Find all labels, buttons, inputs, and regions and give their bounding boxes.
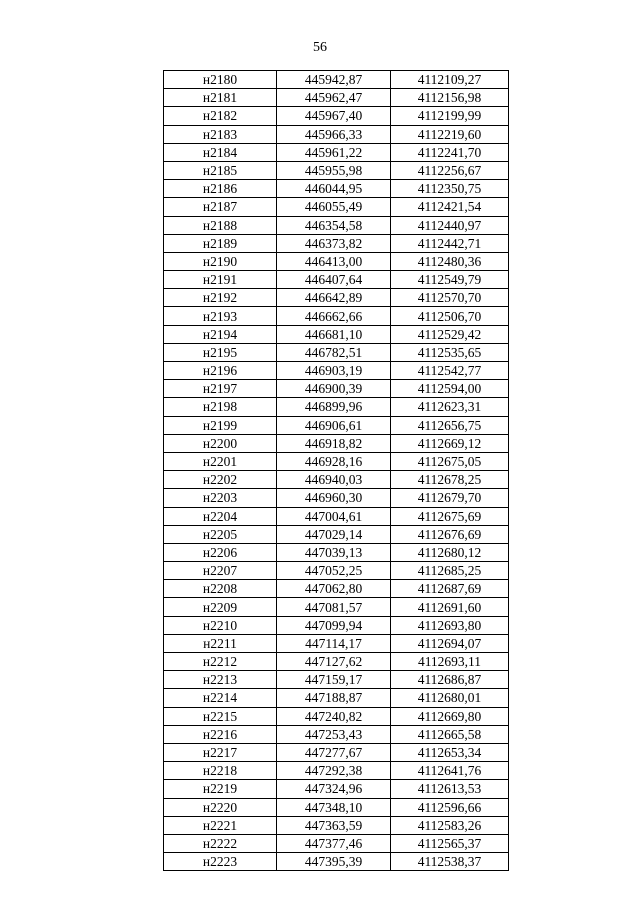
point-id-cell: н2187 — [164, 198, 277, 216]
point-id-cell: н2193 — [164, 307, 277, 325]
y-coordinate-cell: 4112156,98 — [391, 89, 509, 107]
y-coordinate-cell: 4112529,42 — [391, 325, 509, 343]
x-coordinate-cell: 447062,80 — [277, 580, 391, 598]
table-row — [164, 798, 509, 816]
point-id-cell: н2210 — [164, 616, 277, 634]
y-coordinate-cell: 4112256,67 — [391, 161, 509, 179]
y-coordinate-cell: 4112676,69 — [391, 525, 509, 543]
table-row — [164, 834, 509, 852]
x-coordinate-cell: 447099,94 — [277, 616, 391, 634]
y-coordinate-cell: 4112440,97 — [391, 216, 509, 234]
point-id-cell: н2222 — [164, 834, 277, 852]
table-row — [164, 816, 509, 834]
y-coordinate-cell: 4112665,58 — [391, 725, 509, 743]
table-row — [164, 216, 509, 234]
x-coordinate-cell: 447039,13 — [277, 543, 391, 561]
y-coordinate-cell: 4112241,70 — [391, 143, 509, 161]
y-coordinate-cell: 4112653,34 — [391, 743, 509, 761]
y-coordinate-cell: 4112686,87 — [391, 671, 509, 689]
table-row — [164, 634, 509, 652]
y-coordinate-cell: 4112570,70 — [391, 289, 509, 307]
point-id-cell: н2189 — [164, 234, 277, 252]
x-coordinate-cell: 446960,30 — [277, 489, 391, 507]
x-coordinate-cell: 447188,87 — [277, 689, 391, 707]
x-coordinate-cell: 446681,10 — [277, 325, 391, 343]
x-coordinate-cell: 446782,51 — [277, 343, 391, 361]
point-id-cell: н2215 — [164, 707, 277, 725]
y-coordinate-cell: 4112480,36 — [391, 252, 509, 270]
point-id-cell: н2202 — [164, 471, 277, 489]
y-coordinate-cell: 4112542,77 — [391, 362, 509, 380]
table-row — [164, 671, 509, 689]
table-row — [164, 507, 509, 525]
x-coordinate-cell: 446407,64 — [277, 271, 391, 289]
y-coordinate-cell: 4112421,54 — [391, 198, 509, 216]
table-row — [164, 580, 509, 598]
x-coordinate-cell: 447324,96 — [277, 780, 391, 798]
point-id-cell: н2206 — [164, 543, 277, 561]
coordinates-table — [163, 70, 509, 871]
x-coordinate-cell: 447292,38 — [277, 762, 391, 780]
point-id-cell: н2199 — [164, 416, 277, 434]
point-id-cell: н2198 — [164, 398, 277, 416]
y-coordinate-cell: 4112656,75 — [391, 416, 509, 434]
x-coordinate-cell: 447004,61 — [277, 507, 391, 525]
y-coordinate-cell: 4112623,31 — [391, 398, 509, 416]
y-coordinate-cell: 4112219,60 — [391, 125, 509, 143]
point-id-cell: н2221 — [164, 816, 277, 834]
y-coordinate-cell: 4112693,11 — [391, 653, 509, 671]
point-id-cell: н2209 — [164, 598, 277, 616]
point-id-cell: н2212 — [164, 653, 277, 671]
point-id-cell: н2180 — [164, 71, 277, 89]
y-coordinate-cell: 4112506,70 — [391, 307, 509, 325]
x-coordinate-cell: 446899,96 — [277, 398, 391, 416]
table-row — [164, 325, 509, 343]
point-id-cell: н2196 — [164, 362, 277, 380]
x-coordinate-cell: 447377,46 — [277, 834, 391, 852]
table-row — [164, 89, 509, 107]
y-coordinate-cell: 4112613,53 — [391, 780, 509, 798]
x-coordinate-cell: 445942,87 — [277, 71, 391, 89]
table-row — [164, 707, 509, 725]
point-id-cell: н2186 — [164, 180, 277, 198]
x-coordinate-cell: 446055,49 — [277, 198, 391, 216]
point-id-cell: н2217 — [164, 743, 277, 761]
y-coordinate-cell: 4112687,69 — [391, 580, 509, 598]
y-coordinate-cell: 4112109,27 — [391, 71, 509, 89]
x-coordinate-cell: 445955,98 — [277, 161, 391, 179]
x-coordinate-cell: 447029,14 — [277, 525, 391, 543]
x-coordinate-cell: 446354,58 — [277, 216, 391, 234]
x-coordinate-cell: 446044,95 — [277, 180, 391, 198]
point-id-cell: н2207 — [164, 562, 277, 580]
table-row — [164, 725, 509, 743]
point-id-cell: н2220 — [164, 798, 277, 816]
table-row — [164, 416, 509, 434]
point-id-cell: н2194 — [164, 325, 277, 343]
table-row — [164, 271, 509, 289]
point-id-cell: н2203 — [164, 489, 277, 507]
table-row — [164, 434, 509, 452]
point-id-cell: н2201 — [164, 452, 277, 470]
point-id-cell: н2213 — [164, 671, 277, 689]
x-coordinate-cell: 447052,25 — [277, 562, 391, 580]
table-row — [164, 362, 509, 380]
y-coordinate-cell: 4112538,37 — [391, 853, 509, 871]
point-id-cell: н2219 — [164, 780, 277, 798]
point-id-cell: н2185 — [164, 161, 277, 179]
x-coordinate-cell: 447363,59 — [277, 816, 391, 834]
x-coordinate-cell: 447277,67 — [277, 743, 391, 761]
y-coordinate-cell: 4112641,76 — [391, 762, 509, 780]
x-coordinate-cell: 446642,89 — [277, 289, 391, 307]
y-coordinate-cell: 4112199,99 — [391, 107, 509, 125]
y-coordinate-cell: 4112693,80 — [391, 616, 509, 634]
table-row — [164, 471, 509, 489]
point-id-cell: н2205 — [164, 525, 277, 543]
table-row — [164, 161, 509, 179]
y-coordinate-cell: 4112596,66 — [391, 798, 509, 816]
table-row — [164, 289, 509, 307]
point-id-cell: н2214 — [164, 689, 277, 707]
y-coordinate-cell: 4112675,05 — [391, 452, 509, 470]
table-row — [164, 762, 509, 780]
x-coordinate-cell: 447253,43 — [277, 725, 391, 743]
table-row — [164, 543, 509, 561]
x-coordinate-cell: 447081,57 — [277, 598, 391, 616]
point-id-cell: н2191 — [164, 271, 277, 289]
point-id-cell: н2211 — [164, 634, 277, 652]
table-row — [164, 525, 509, 543]
y-coordinate-cell: 4112583,26 — [391, 816, 509, 834]
point-id-cell: н2204 — [164, 507, 277, 525]
x-coordinate-cell: 447127,62 — [277, 653, 391, 671]
x-coordinate-cell: 445962,47 — [277, 89, 391, 107]
point-id-cell: н2218 — [164, 762, 277, 780]
y-coordinate-cell: 4112691,60 — [391, 598, 509, 616]
point-id-cell: н2181 — [164, 89, 277, 107]
table-row — [164, 598, 509, 616]
x-coordinate-cell: 447240,82 — [277, 707, 391, 725]
table-row — [164, 489, 509, 507]
point-id-cell: н2223 — [164, 853, 277, 871]
table-row — [164, 198, 509, 216]
y-coordinate-cell: 4112678,25 — [391, 471, 509, 489]
table-row — [164, 143, 509, 161]
point-id-cell: н2183 — [164, 125, 277, 143]
coordinates-table-body — [164, 71, 509, 871]
table-row — [164, 689, 509, 707]
page-number: 56 — [313, 40, 327, 55]
x-coordinate-cell: 446903,19 — [277, 362, 391, 380]
point-id-cell: н2195 — [164, 343, 277, 361]
x-coordinate-cell: 446928,16 — [277, 452, 391, 470]
point-id-cell: н2200 — [164, 434, 277, 452]
x-coordinate-cell: 446900,39 — [277, 380, 391, 398]
y-coordinate-cell: 4112565,37 — [391, 834, 509, 852]
table-row — [164, 452, 509, 470]
y-coordinate-cell: 4112594,00 — [391, 380, 509, 398]
point-id-cell: н2208 — [164, 580, 277, 598]
table-row — [164, 780, 509, 798]
point-id-cell: н2184 — [164, 143, 277, 161]
y-coordinate-cell: 4112669,12 — [391, 434, 509, 452]
point-id-cell: н2197 — [164, 380, 277, 398]
table-row — [164, 125, 509, 143]
table-row — [164, 71, 509, 89]
point-id-cell: н2216 — [164, 725, 277, 743]
y-coordinate-cell: 4112679,70 — [391, 489, 509, 507]
point-id-cell: н2188 — [164, 216, 277, 234]
y-coordinate-cell: 4112694,07 — [391, 634, 509, 652]
y-coordinate-cell: 4112675,69 — [391, 507, 509, 525]
table-row — [164, 107, 509, 125]
x-coordinate-cell: 445966,33 — [277, 125, 391, 143]
x-coordinate-cell: 445961,22 — [277, 143, 391, 161]
x-coordinate-cell: 446662,66 — [277, 307, 391, 325]
x-coordinate-cell: 447159,17 — [277, 671, 391, 689]
table-row — [164, 853, 509, 871]
x-coordinate-cell: 446373,82 — [277, 234, 391, 252]
table-row — [164, 234, 509, 252]
point-id-cell: н2190 — [164, 252, 277, 270]
x-coordinate-cell: 446906,61 — [277, 416, 391, 434]
y-coordinate-cell: 4112680,01 — [391, 689, 509, 707]
y-coordinate-cell: 4112350,75 — [391, 180, 509, 198]
x-coordinate-cell: 445967,40 — [277, 107, 391, 125]
x-coordinate-cell: 446918,82 — [277, 434, 391, 452]
table-row — [164, 343, 509, 361]
y-coordinate-cell: 4112669,80 — [391, 707, 509, 725]
point-id-cell: н2182 — [164, 107, 277, 125]
table-row — [164, 252, 509, 270]
y-coordinate-cell: 4112549,79 — [391, 271, 509, 289]
y-coordinate-cell: 4112680,12 — [391, 543, 509, 561]
x-coordinate-cell: 447395,39 — [277, 853, 391, 871]
table-row — [164, 616, 509, 634]
table-row — [164, 653, 509, 671]
x-coordinate-cell: 447114,17 — [277, 634, 391, 652]
table-row — [164, 398, 509, 416]
y-coordinate-cell: 4112442,71 — [391, 234, 509, 252]
table-row — [164, 743, 509, 761]
y-coordinate-cell: 4112685,25 — [391, 562, 509, 580]
y-coordinate-cell: 4112535,65 — [391, 343, 509, 361]
point-id-cell: н2192 — [164, 289, 277, 307]
x-coordinate-cell: 446413,00 — [277, 252, 391, 270]
x-coordinate-cell: 447348,10 — [277, 798, 391, 816]
x-coordinate-cell: 446940,03 — [277, 471, 391, 489]
table-row — [164, 307, 509, 325]
table-row — [164, 380, 509, 398]
table-row — [164, 180, 509, 198]
table-row — [164, 562, 509, 580]
